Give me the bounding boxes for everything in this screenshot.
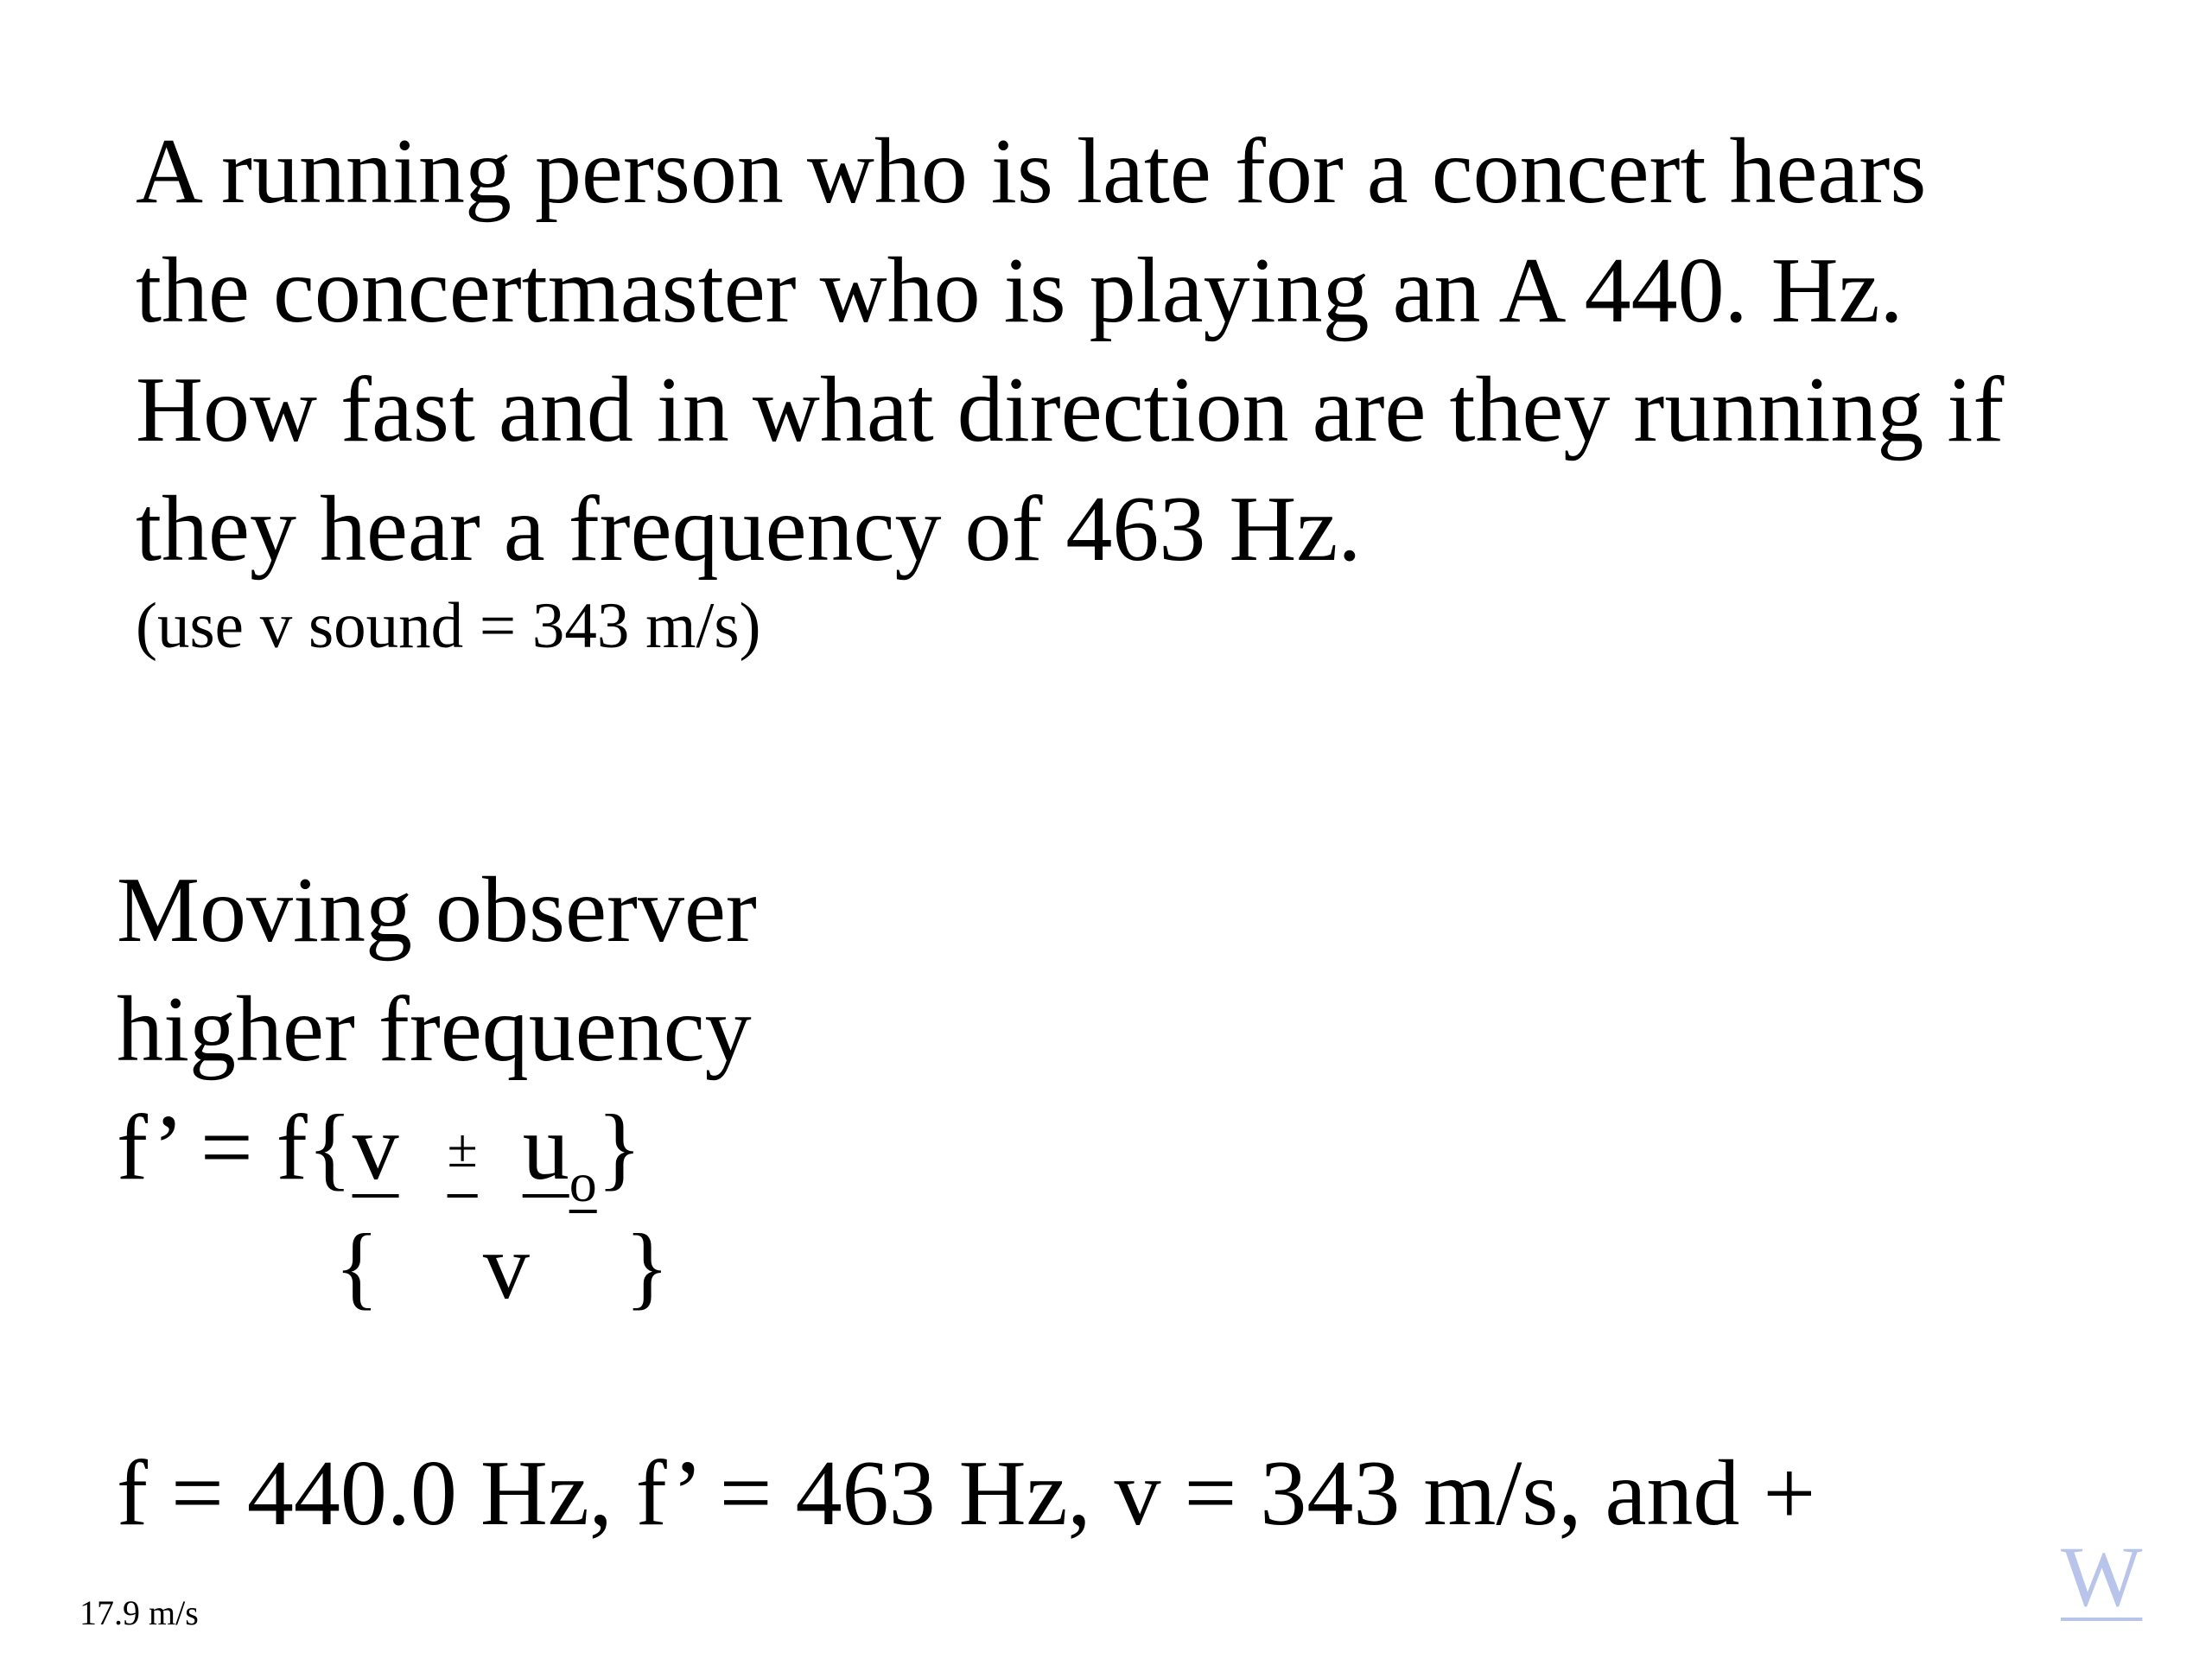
formula-numerator bbox=[353, 1096, 569, 1199]
question-line: How fast and in what direction are they running if bbox=[136, 359, 2005, 461]
question-text bbox=[136, 112, 2175, 589]
heading-line-observer: Moving observer bbox=[117, 859, 757, 962]
question-line: the concertmaster who is playing an A 440. Hz. bbox=[136, 239, 1904, 342]
numerator-v: v bbox=[352, 1096, 399, 1199]
solution-heading bbox=[117, 851, 757, 1090]
question-line: they hear a frequency of 463 Hz. bbox=[136, 478, 1362, 581]
doppler-formula-denominator-row bbox=[334, 1208, 670, 1327]
numerator-u: u bbox=[522, 1096, 569, 1199]
w-nav-link[interactable]: W bbox=[2061, 1529, 2143, 1624]
formula-close-brace: } bbox=[596, 1096, 642, 1199]
denominator-close-brace: } bbox=[624, 1216, 670, 1319]
formula-lhs: f’ = f{ bbox=[117, 1096, 353, 1199]
observer-subscript: o bbox=[569, 1152, 597, 1213]
answer-text: 17.9 m/s bbox=[79, 1593, 199, 1632]
denominator-open-brace: { bbox=[334, 1216, 379, 1319]
denominator-v: v bbox=[482, 1216, 530, 1319]
heading-line-frequency: higher frequency bbox=[117, 978, 752, 1081]
given-values: f = 440.0 Hz, f’ = 463 Hz, v = 343 m/s, and + bbox=[117, 1442, 1816, 1545]
question-line: A running person who is late for a concert hears bbox=[136, 120, 1927, 223]
sound-speed-note: (use v sound = 343 m/s) bbox=[136, 590, 761, 662]
plus-minus-sign: ± bbox=[447, 1117, 478, 1179]
